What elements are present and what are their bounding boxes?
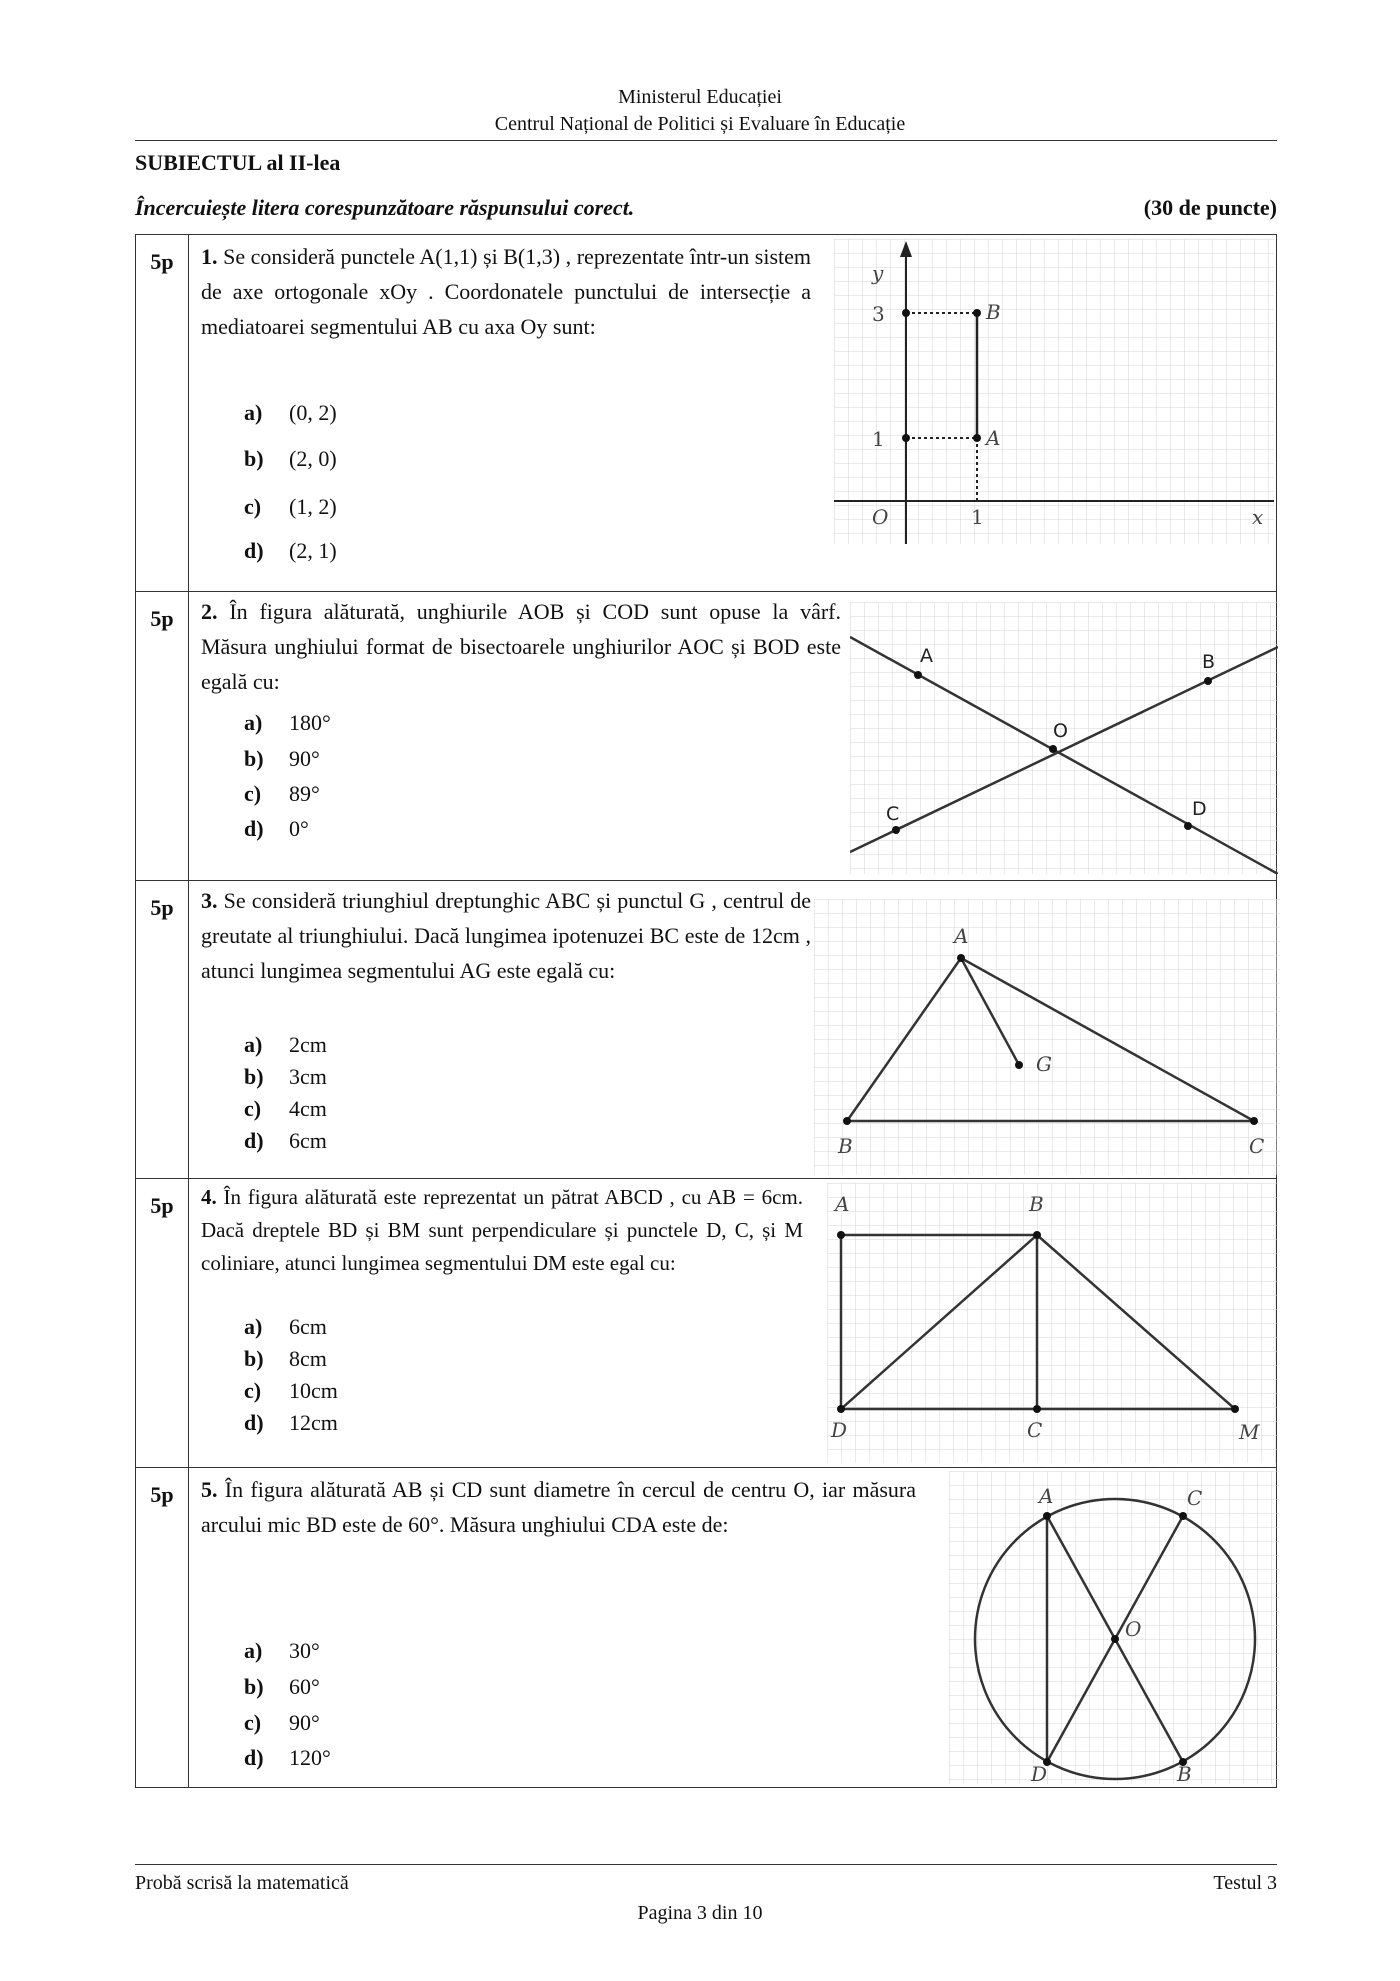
question-number: 5. [201, 1477, 218, 1502]
point-a-label: A [1039, 1484, 1054, 1508]
item-cell [189, 592, 1277, 881]
point-o-label: O [1053, 720, 1068, 742]
item-points: 5p [136, 1468, 189, 1788]
tick-y3: 3 [872, 302, 885, 326]
circle-figure [949, 1471, 1279, 1784]
question-text [201, 1472, 916, 1542]
point-b-label: B [1177, 1762, 1192, 1784]
footer-page: Pagina 3 din 10 [637, 1902, 763, 1924]
total-points: (30 de puncte) [1143, 195, 1277, 220]
item-points: 5p [136, 235, 189, 592]
item-row-1 [136, 235, 1277, 592]
point-m-label: M [1239, 1420, 1260, 1444]
point-a-label: A [986, 426, 1001, 450]
tick-x1: 1 [971, 505, 984, 529]
item-cell [189, 1468, 1277, 1788]
option-d[interactable]: d) 12cm [244, 1410, 338, 1435]
point-c-label: C [886, 803, 900, 825]
question-number: 3. [201, 888, 218, 913]
option-a[interactable]: a) 2cm [244, 1032, 327, 1057]
item-points: 5p [136, 1179, 189, 1468]
question-body: În figura alăturată AB și CD sunt diametre în cercul de centru O, iar măsura arcului mic BD este de 60°. Măsura unghiului CDA este de: [201, 1477, 917, 1537]
option-b[interactable]: b) 3cm [244, 1064, 327, 1089]
option-a[interactable]: a) 180° [244, 710, 331, 735]
option-d[interactable]: d) 120° [244, 1745, 331, 1770]
option-c[interactable]: c) 4cm [244, 1096, 327, 1121]
question-number: 1. [201, 244, 218, 269]
option-a[interactable]: a) 6cm [244, 1314, 327, 1339]
option-b[interactable]: b) 60° [244, 1674, 320, 1699]
point-g-label: G [1036, 1052, 1052, 1076]
point-b-label: B [986, 300, 1001, 324]
question-body: În figura alăturată, unghiurile AOB și COD sunt opuse la vârf. Măsura unghiului format de bisectoarele unghiurilor AOC și BOD este egală cu: [201, 599, 841, 694]
point-d-label: D [831, 1418, 848, 1442]
coordinate-figure [834, 239, 1274, 544]
footer-left: Probă scrisă la matematică [135, 1872, 349, 1894]
question-body: În figura alăturată este reprezentat un pătrat ABCD , cu AB = 6cm. Dacă dreptele BD și BM sunt perpendiculare și punctele D, C, și M coliniare, atunci lungimea segmentului DM este egal cu: [201, 1185, 803, 1275]
footer-right: Testul 3 [1213, 1872, 1277, 1894]
question-text [201, 239, 811, 344]
option-d[interactable]: d) (2, 1) [244, 538, 337, 563]
option-b[interactable]: b) 8cm [244, 1346, 327, 1371]
item-points: 5p [136, 881, 189, 1179]
option-d[interactable]: d) 0° [244, 816, 309, 841]
question-body: Se consideră triunghiul dreptunghic ABC și punctul G , centrul de greutate al triunghiului. Dacă lungimea ipotenuzei BC este de 12cm , atunci lungimea segmentului AG este egală cu: [201, 888, 811, 983]
item-row-3 [136, 881, 1277, 1179]
item-row-4 [136, 1179, 1277, 1468]
point-b-label: B [838, 1134, 853, 1158]
question-number: 4. [201, 1185, 217, 1209]
item-cell [189, 1179, 1277, 1468]
angles-figure [850, 602, 1278, 874]
triangle-figure [814, 899, 1280, 1175]
item-row-5 [136, 1468, 1277, 1788]
tick-y1: 1 [872, 427, 885, 451]
x-axis-label: x [1252, 505, 1264, 529]
footer-rule [135, 1864, 1277, 1865]
option-d[interactable]: d) 6cm [244, 1128, 327, 1153]
section-title: SUBIECTUL al II-lea [135, 150, 341, 175]
point-a-label: A [954, 924, 969, 948]
question-body: Se consideră punctele A(1,1) și B(1,3) , reprezentate într-un sistem de axe ortogonale xOy . Coordonatele punctului de intersecție a mediatoarei segmentului AB cu axa Oy sunt: [201, 244, 812, 339]
header-ministry: Ministerul Educației [618, 86, 782, 108]
option-c[interactable]: c) 89° [244, 781, 320, 806]
point-d-label: D [1031, 1762, 1048, 1784]
point-o-label: O [1125, 1617, 1142, 1641]
item-cell [189, 881, 1277, 1179]
point-c-label: C [1027, 1418, 1043, 1442]
item-row-2 [136, 592, 1277, 881]
point-c-label: C [1249, 1134, 1265, 1158]
header-center: Centrul Național de Politici și Evaluare în Educație [494, 113, 906, 135]
instruction: Încercuiește litera corespunzătoare răspunsului corect. [135, 195, 635, 220]
point-b-label: B [1202, 651, 1216, 673]
item-points: 5p [136, 592, 189, 881]
point-c-label: C [1187, 1486, 1203, 1510]
origin-label: O [872, 505, 889, 529]
item-cell [189, 235, 1277, 592]
point-a-label: A [920, 645, 933, 667]
square-figure [827, 1183, 1278, 1463]
header-rule [135, 140, 1277, 141]
items-table [135, 234, 1277, 1788]
question-text [201, 1181, 803, 1280]
question-text [201, 883, 811, 988]
option-b[interactable]: b) (2, 0) [244, 446, 337, 471]
question-text [201, 594, 841, 699]
point-d-label: D [1192, 798, 1207, 820]
option-a[interactable]: a) 30° [244, 1638, 320, 1663]
option-c[interactable]: c) 10cm [244, 1378, 338, 1403]
option-b[interactable]: b) 90° [244, 746, 320, 771]
option-a[interactable]: a) (0, 2) [244, 400, 337, 425]
option-c[interactable]: c) 90° [244, 1710, 320, 1735]
point-b-label: B [1029, 1192, 1044, 1216]
point-a-label: A [835, 1192, 850, 1216]
y-axis-label: y [872, 261, 884, 285]
question-number: 2. [201, 599, 218, 624]
option-c[interactable]: c) (1, 2) [244, 494, 337, 519]
